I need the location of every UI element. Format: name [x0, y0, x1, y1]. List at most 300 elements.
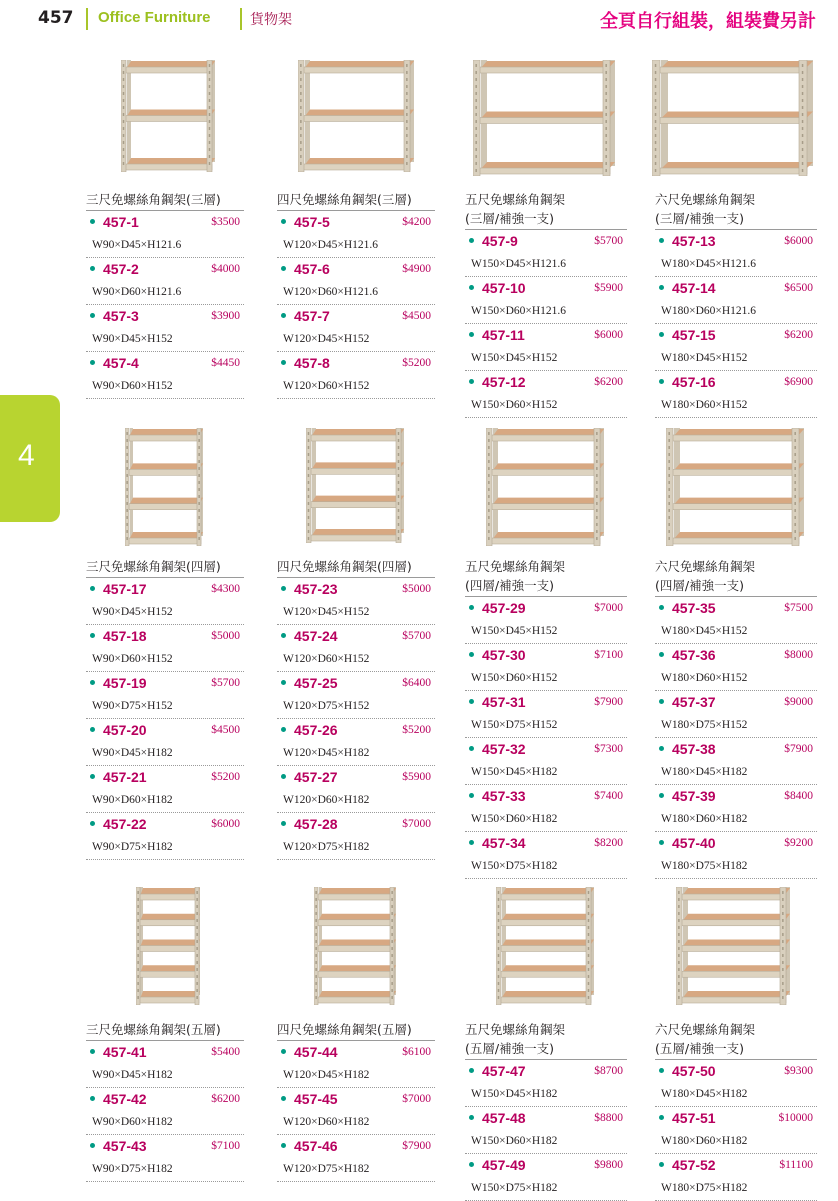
- product-image[interactable]: [473, 60, 617, 180]
- item-dimensions: W120×D60×H182: [283, 1116, 370, 1128]
- item-code: 457-38: [672, 741, 716, 757]
- item-dimensions: W150×D75×H182: [471, 1182, 558, 1194]
- item-price: $9800: [594, 1159, 623, 1171]
- list-item[interactable]: [655, 230, 817, 277]
- item-dimensions: W90×D60×H121.6: [92, 286, 182, 298]
- page-number: 457: [38, 8, 74, 28]
- product-title: 六尺免螺絲角鋼架 (四層/補強一支): [655, 557, 817, 597]
- product-image[interactable]: [676, 887, 792, 1009]
- bullet-icon: [281, 727, 286, 732]
- item-code-row: [86, 766, 244, 789]
- item-dimensions: W180×D45×H182: [661, 1088, 748, 1100]
- list-item[interactable]: [465, 785, 627, 832]
- item-price: $7900: [594, 696, 623, 708]
- item-price: $5900: [594, 282, 623, 294]
- item-price: $6000: [211, 818, 240, 830]
- header-divider: [86, 8, 88, 30]
- item-code-row: [86, 625, 244, 648]
- list-item[interactable]: [277, 1088, 435, 1135]
- item-price: $4500: [211, 724, 240, 736]
- list-item[interactable]: [277, 672, 435, 719]
- bullet-icon: [281, 680, 286, 685]
- product-image[interactable]: [652, 60, 815, 180]
- bullet-icon: [281, 1143, 286, 1148]
- list-item[interactable]: [465, 832, 627, 879]
- item-code-row: [86, 305, 244, 328]
- item-dimensions: W180×D60×H121.6: [661, 305, 757, 317]
- item-code: 457-32: [482, 741, 526, 757]
- list-item[interactable]: [465, 691, 627, 738]
- item-code: 457-33: [482, 788, 526, 804]
- bullet-icon: [469, 1115, 474, 1120]
- list-item[interactable]: [277, 305, 435, 352]
- product-image[interactable]: [121, 60, 217, 176]
- item-code-row: [277, 578, 435, 601]
- item-code-row: [655, 230, 817, 253]
- item-price: $7400: [594, 790, 623, 802]
- product-image[interactable]: [136, 887, 202, 1009]
- list-item[interactable]: [86, 1135, 244, 1182]
- item-code-row: [655, 1060, 817, 1083]
- item-code: 457-50: [672, 1063, 716, 1079]
- list-item[interactable]: [86, 352, 244, 399]
- item-dimensions: W120×D75×H182: [283, 841, 370, 853]
- item-code: 457-36: [672, 647, 716, 663]
- product-image[interactable]: [666, 428, 806, 550]
- product-image[interactable]: [125, 428, 205, 550]
- product-title: 五尺免螺絲角鋼架 (五層/補強一支): [465, 1020, 627, 1060]
- list-item[interactable]: [655, 644, 817, 691]
- list-item[interactable]: [655, 691, 817, 738]
- bullet-icon: [90, 313, 95, 318]
- item-code: 457-15: [672, 327, 716, 343]
- bullet-icon: [469, 652, 474, 657]
- bullet-icon: [281, 821, 286, 826]
- item-dimensions: W90×D45×H152: [92, 333, 173, 345]
- item-code: 457-22: [103, 816, 147, 832]
- bullet-icon: [281, 360, 286, 365]
- bullet-icon: [90, 821, 95, 826]
- list-item[interactable]: [277, 352, 435, 399]
- shelf-unit-image: [676, 887, 792, 1005]
- list-item[interactable]: [86, 719, 244, 766]
- page-header: [0, 0, 838, 38]
- list-item[interactable]: [277, 211, 435, 258]
- item-code-row: [277, 766, 435, 789]
- item-code-row: [655, 832, 817, 855]
- list-item[interactable]: [465, 1107, 627, 1154]
- item-code-row: [465, 644, 627, 667]
- product-title: 六尺免螺絲角鋼架 (五層/補強一支): [655, 1020, 817, 1060]
- item-code-row: [655, 1107, 817, 1130]
- product-block: [86, 557, 244, 860]
- shelf-unit-image: [298, 60, 416, 172]
- item-code-row: [655, 597, 817, 620]
- item-code: 457-1: [103, 214, 139, 230]
- item-code-row: [655, 371, 817, 394]
- bullet-icon: [659, 652, 664, 657]
- item-price: $7900: [784, 743, 813, 755]
- item-code: 457-27: [294, 769, 338, 785]
- item-price: $5000: [402, 583, 431, 595]
- item-dimensions: W120×D45×H152: [283, 333, 370, 345]
- product-block: [465, 190, 627, 418]
- item-price: $9300: [784, 1065, 813, 1077]
- item-code-row: [277, 258, 435, 281]
- item-code: 457-48: [482, 1110, 526, 1126]
- item-code-row: [465, 1107, 627, 1130]
- item-code: 457-37: [672, 694, 716, 710]
- item-code: 457-25: [294, 675, 338, 691]
- item-price: $7100: [211, 1140, 240, 1152]
- bullet-icon: [659, 840, 664, 845]
- list-item[interactable]: [465, 644, 627, 691]
- item-code-row: [465, 1154, 627, 1177]
- item-dimensions: W150×D60×H182: [471, 813, 558, 825]
- item-code-row: [86, 211, 244, 234]
- item-code: 457-7: [294, 308, 330, 324]
- section-title: Office Furniture: [98, 9, 211, 26]
- item-dimensions: W120×D45×H121.6: [283, 239, 379, 251]
- item-price: $4450: [211, 357, 240, 369]
- item-dimensions: W150×D75×H152: [471, 719, 558, 731]
- bullet-icon: [659, 1162, 664, 1167]
- item-code-row: [655, 738, 817, 761]
- bullet-icon: [659, 699, 664, 704]
- item-dimensions: W90×D45×H152: [92, 606, 173, 618]
- bullet-icon: [469, 332, 474, 337]
- item-code: 457-8: [294, 355, 330, 371]
- shelf-unit-image: [121, 60, 217, 172]
- item-dimensions: W180×D45×H121.6: [661, 258, 757, 270]
- item-code-row: [86, 1041, 244, 1064]
- item-code-row: [277, 1135, 435, 1158]
- item-price: $6100: [402, 1046, 431, 1058]
- item-code: 457-24: [294, 628, 338, 644]
- item-code: 457-29: [482, 600, 526, 616]
- item-code: 457-47: [482, 1063, 526, 1079]
- item-dimensions: W90×D75×H182: [92, 1163, 173, 1175]
- item-price: $8000: [784, 649, 813, 661]
- product-title: 四尺免螺絲角鋼架(三層): [277, 190, 435, 211]
- item-price: $4900: [402, 263, 431, 275]
- item-code-row: [86, 719, 244, 742]
- product-title: 四尺免螺絲角鋼架(四層): [277, 557, 435, 578]
- bullet-icon: [90, 1049, 95, 1054]
- item-price: $3900: [211, 310, 240, 322]
- item-price: $7100: [594, 649, 623, 661]
- item-code: 457-41: [103, 1044, 147, 1060]
- item-code-row: [655, 324, 817, 347]
- product-block: [277, 190, 435, 399]
- item-code-row: [86, 1135, 244, 1158]
- list-item[interactable]: [655, 785, 817, 832]
- item-code: 457-9: [482, 233, 518, 249]
- item-price: $5900: [402, 771, 431, 783]
- item-price: $6200: [594, 376, 623, 388]
- list-item[interactable]: [655, 597, 817, 644]
- list-item[interactable]: [465, 1154, 627, 1201]
- item-price: $7900: [402, 1140, 431, 1152]
- item-code-row: [277, 813, 435, 836]
- item-code-row: [465, 832, 627, 855]
- item-price: $9000: [784, 696, 813, 708]
- product-title: 四尺免螺絲角鋼架(五層): [277, 1020, 435, 1041]
- item-code: 457-23: [294, 581, 338, 597]
- item-code: 457-45: [294, 1091, 338, 1107]
- item-dimensions: W150×D45×H152: [471, 352, 558, 364]
- item-code: 457-5: [294, 214, 330, 230]
- item-code: 457-21: [103, 769, 147, 785]
- list-item[interactable]: [86, 211, 244, 258]
- bullet-icon: [90, 1143, 95, 1148]
- item-code: 457-52: [672, 1157, 716, 1173]
- item-dimensions: W120×D60×H121.6: [283, 286, 379, 298]
- item-price: $6000: [784, 235, 813, 247]
- item-dimensions: W120×D60×H152: [283, 653, 370, 665]
- list-item[interactable]: [86, 578, 244, 625]
- list-item[interactable]: [277, 1041, 435, 1088]
- list-item[interactable]: [655, 371, 817, 418]
- bullet-icon: [90, 1096, 95, 1101]
- bullet-icon: [469, 1068, 474, 1073]
- item-price: $4500: [402, 310, 431, 322]
- product-title: 六尺免螺絲角鋼架 (三層/補強一支): [655, 190, 817, 230]
- bullet-icon: [90, 586, 95, 591]
- bullet-icon: [90, 219, 95, 224]
- item-dimensions: W90×D45×H182: [92, 1069, 173, 1081]
- list-item[interactable]: [277, 258, 435, 305]
- item-code: 457-17: [103, 581, 147, 597]
- item-price: $7000: [402, 1093, 431, 1105]
- bullet-icon: [659, 1068, 664, 1073]
- item-dimensions: W90×D45×H182: [92, 747, 173, 759]
- item-price: $7000: [594, 602, 623, 614]
- product-block: [655, 1020, 817, 1201]
- list-item[interactable]: [655, 1107, 817, 1154]
- list-item[interactable]: [86, 1088, 244, 1135]
- item-code-row: [465, 371, 627, 394]
- item-dimensions: W180×D75×H182: [661, 860, 748, 872]
- list-item[interactable]: [86, 305, 244, 352]
- list-item[interactable]: [655, 832, 817, 879]
- item-code-row: [86, 258, 244, 281]
- item-price: $7000: [402, 818, 431, 830]
- list-item[interactable]: [465, 1060, 627, 1107]
- product-title: 三尺免螺絲角鋼架(四層): [86, 557, 244, 578]
- item-code: 457-18: [103, 628, 147, 644]
- item-dimensions: W120×D60×H152: [283, 380, 370, 392]
- product-block: [277, 1020, 435, 1182]
- item-code-row: [277, 625, 435, 648]
- item-code-row: [465, 324, 627, 347]
- chapter-tab[interactable]: [0, 395, 60, 522]
- item-price: $7500: [784, 602, 813, 614]
- bullet-icon: [90, 727, 95, 732]
- item-dimensions: W90×D60×H152: [92, 380, 173, 392]
- item-price: $5200: [211, 771, 240, 783]
- product-image[interactable]: [314, 887, 398, 1009]
- list-item[interactable]: [655, 1154, 817, 1201]
- item-code: 457-12: [482, 374, 526, 390]
- list-item[interactable]: [465, 371, 627, 418]
- item-dimensions: W150×D45×H152: [471, 625, 558, 637]
- item-code: 457-19: [103, 675, 147, 691]
- bullet-icon: [659, 793, 664, 798]
- item-code: 457-3: [103, 308, 139, 324]
- product-block: [86, 1020, 244, 1182]
- item-code-row: [277, 211, 435, 234]
- item-code: 457-42: [103, 1091, 147, 1107]
- product-title: 三尺免螺絲角鋼架(三層): [86, 190, 244, 211]
- list-item[interactable]: [465, 277, 627, 324]
- bullet-icon: [659, 379, 664, 384]
- item-price: $5000: [211, 630, 240, 642]
- list-item[interactable]: [277, 719, 435, 766]
- item-dimensions: W150×D45×H121.6: [471, 258, 567, 270]
- item-code: 457-13: [672, 233, 716, 249]
- bullet-icon: [469, 840, 474, 845]
- item-dimensions: W150×D60×H182: [471, 1135, 558, 1147]
- bullet-icon: [469, 238, 474, 243]
- item-dimensions: W90×D75×H182: [92, 841, 173, 853]
- item-code: 457-46: [294, 1138, 338, 1154]
- item-price: $5700: [402, 630, 431, 642]
- list-item[interactable]: [655, 277, 817, 324]
- shelf-unit-image: [496, 887, 596, 1005]
- list-item[interactable]: [465, 597, 627, 644]
- list-item[interactable]: [86, 625, 244, 672]
- item-price: $5700: [594, 235, 623, 247]
- list-item[interactable]: [86, 766, 244, 813]
- item-code-row: [655, 1154, 817, 1177]
- list-item[interactable]: [277, 813, 435, 860]
- bullet-icon: [281, 219, 286, 224]
- item-code-row: [655, 644, 817, 667]
- bullet-icon: [90, 360, 95, 365]
- product-image[interactable]: [298, 60, 416, 176]
- item-code-row: [277, 305, 435, 328]
- bullet-icon: [281, 266, 286, 271]
- product-image[interactable]: [496, 887, 596, 1009]
- item-code-row: [465, 785, 627, 808]
- item-dimensions: W150×D60×H152: [471, 672, 558, 684]
- item-price: $4200: [402, 216, 431, 228]
- list-item[interactable]: [86, 1041, 244, 1088]
- item-price: $8200: [594, 837, 623, 849]
- shelf-unit-image: [486, 428, 606, 546]
- item-code: 457-43: [103, 1138, 147, 1154]
- item-dimensions: W120×D45×H152: [283, 606, 370, 618]
- bullet-icon: [659, 238, 664, 243]
- list-item[interactable]: [465, 324, 627, 371]
- item-dimensions: W180×D60×H182: [661, 1135, 748, 1147]
- bullet-icon: [90, 633, 95, 638]
- list-item[interactable]: [277, 625, 435, 672]
- item-code-row: [465, 738, 627, 761]
- item-price: $3500: [211, 216, 240, 228]
- item-dimensions: W180×D45×H182: [661, 766, 748, 778]
- item-code: 457-40: [672, 835, 716, 851]
- item-dimensions: W180×D75×H152: [661, 719, 748, 731]
- list-item[interactable]: [655, 324, 817, 371]
- item-code-row: [465, 1060, 627, 1083]
- item-code: 457-30: [482, 647, 526, 663]
- shelf-unit-image: [125, 428, 205, 546]
- item-price: $8800: [594, 1112, 623, 1124]
- list-item[interactable]: [86, 813, 244, 860]
- bullet-icon: [469, 285, 474, 290]
- item-code-row: [465, 597, 627, 620]
- shelf-unit-image: [306, 428, 406, 543]
- bullet-icon: [281, 313, 286, 318]
- item-code-row: [655, 277, 817, 300]
- product-block: [465, 557, 627, 879]
- item-code: 457-2: [103, 261, 139, 277]
- item-price: $6000: [594, 329, 623, 341]
- item-price: $5200: [402, 724, 431, 736]
- item-dimensions: W180×D60×H152: [661, 399, 748, 411]
- item-code-row: [277, 719, 435, 742]
- item-dimensions: W150×D45×H182: [471, 766, 558, 778]
- item-code-row: [465, 277, 627, 300]
- product-image[interactable]: [306, 428, 406, 547]
- item-dimensions: W120×D75×H182: [283, 1163, 370, 1175]
- list-item[interactable]: [465, 230, 627, 277]
- list-item[interactable]: [277, 578, 435, 625]
- item-price: $5400: [211, 1046, 240, 1058]
- item-dimensions: W150×D60×H152: [471, 399, 558, 411]
- item-code: 457-39: [672, 788, 716, 804]
- header-divider: [240, 8, 242, 30]
- item-code-row: [86, 578, 244, 601]
- item-dimensions: W90×D75×H152: [92, 700, 173, 712]
- shelf-unit-image: [666, 428, 806, 546]
- item-code: 457-16: [672, 374, 716, 390]
- list-item[interactable]: [655, 1060, 817, 1107]
- list-item[interactable]: [655, 738, 817, 785]
- item-code: 457-34: [482, 835, 526, 851]
- item-price: $8700: [594, 1065, 623, 1077]
- list-item[interactable]: [86, 672, 244, 719]
- bullet-icon: [659, 746, 664, 751]
- bullet-icon: [469, 699, 474, 704]
- list-item[interactable]: [86, 258, 244, 305]
- item-code-row: [655, 691, 817, 714]
- list-item[interactable]: [277, 1135, 435, 1182]
- shelf-unit-image: [136, 887, 202, 1005]
- item-code-row: [277, 1088, 435, 1111]
- item-code: 457-14: [672, 280, 716, 296]
- bullet-icon: [469, 605, 474, 610]
- item-price: $10000: [778, 1112, 813, 1124]
- item-dimensions: W120×D75×H152: [283, 700, 370, 712]
- bullet-icon: [659, 605, 664, 610]
- item-code-row: [86, 813, 244, 836]
- item-code-row: [86, 352, 244, 375]
- item-code-row: [86, 1088, 244, 1111]
- product-image[interactable]: [486, 428, 606, 550]
- shelf-unit-image: [473, 60, 617, 176]
- product-block: [655, 557, 817, 879]
- list-item[interactable]: [277, 766, 435, 813]
- product-block: [465, 1020, 627, 1201]
- bullet-icon: [281, 633, 286, 638]
- item-price: $11100: [779, 1159, 813, 1171]
- assembly-notice: 全頁自行組裝，組裝費另計: [600, 11, 816, 32]
- list-item[interactable]: [465, 738, 627, 785]
- product-block: [277, 557, 435, 860]
